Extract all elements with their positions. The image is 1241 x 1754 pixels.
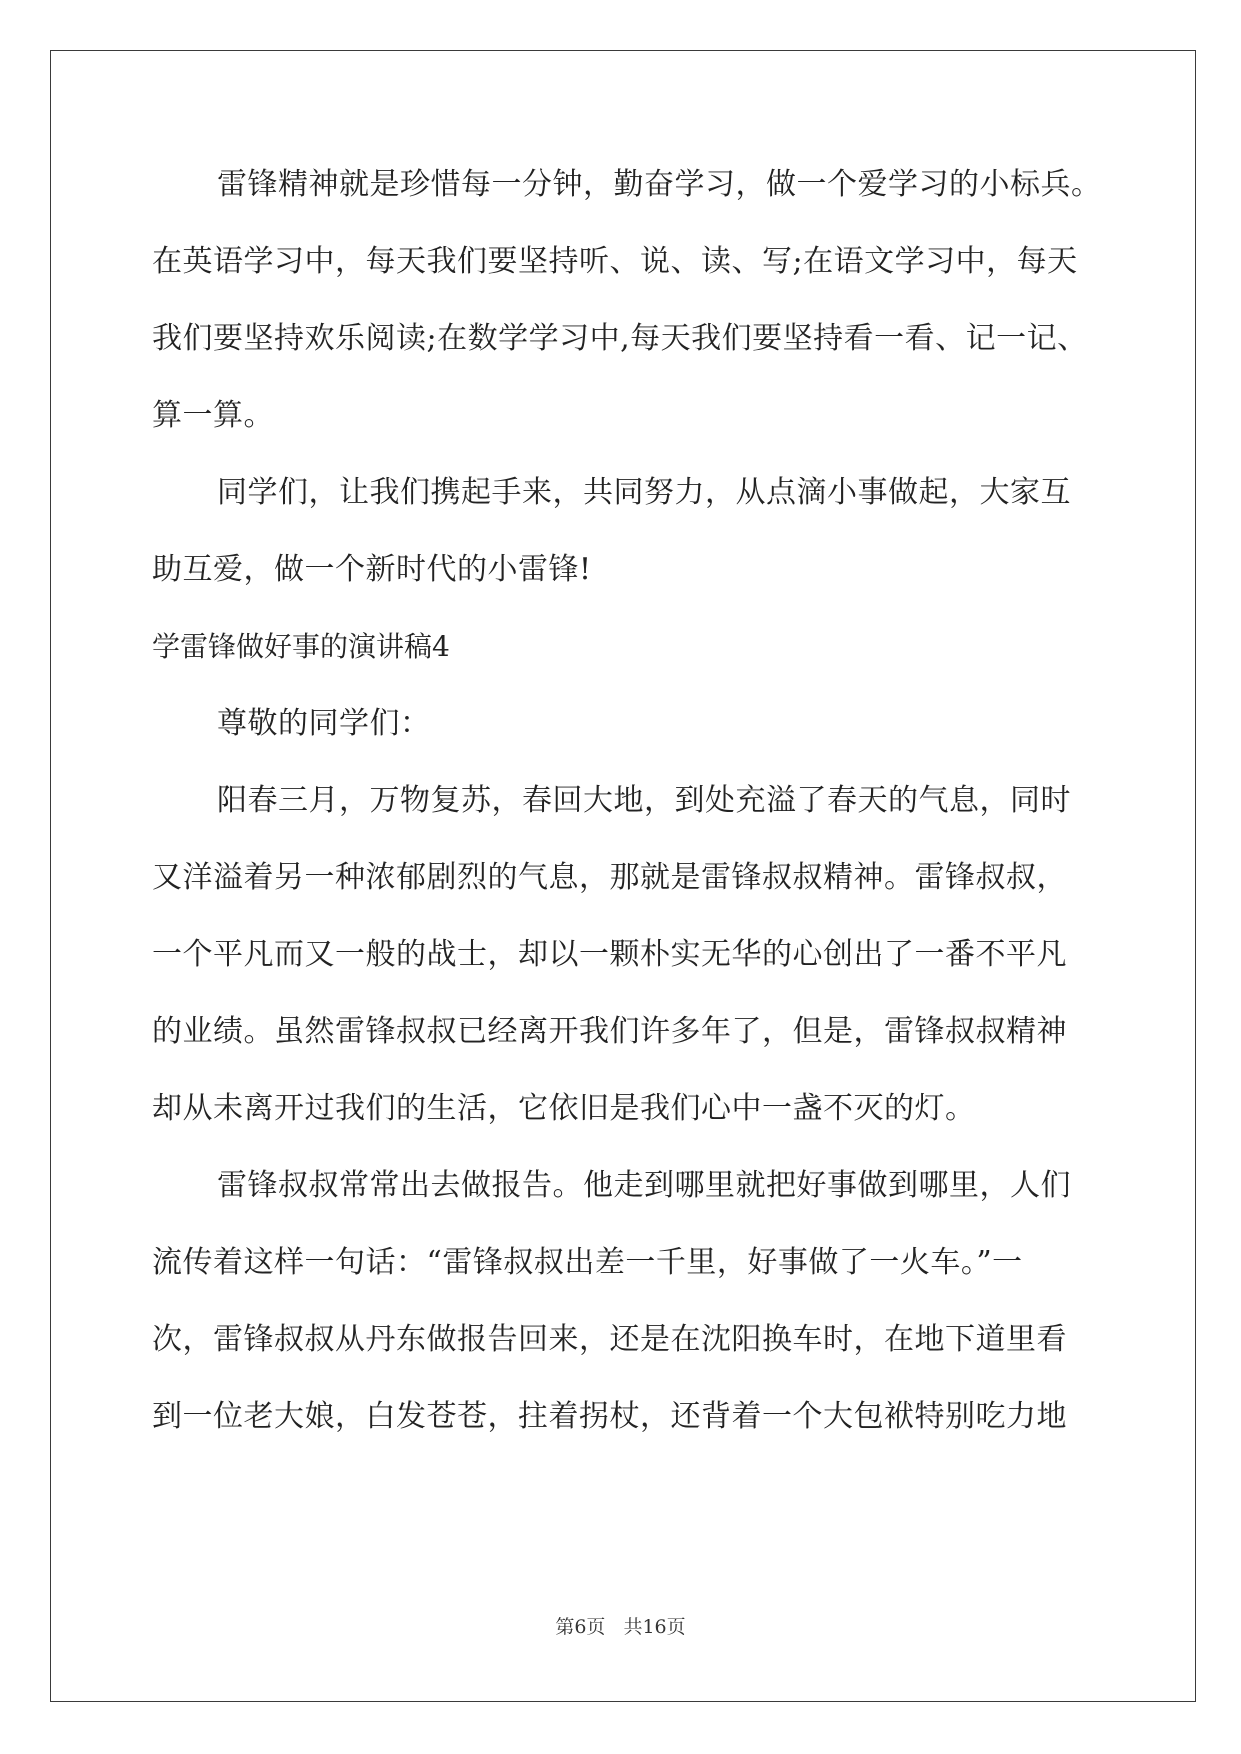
paragraph-line: 同学们，让我们携起手来，共同努力，从点滴小事做起，大家互 <box>217 475 1071 510</box>
paragraph-line: 又洋溢着另一种浓郁剧烈的气息，那就是雷锋叔叔精神。雷锋叔叔， <box>152 860 1067 895</box>
paragraph-line: 阳春三月，万物复苏，春回大地，到处充溢了春天的气息，同时 <box>217 783 1071 818</box>
page-number: 第6页 <box>555 1616 606 1638</box>
page-total: 共16页 <box>623 1616 686 1638</box>
document-body <box>152 146 1102 1455</box>
paragraph-line: 到一位老大娘，白发苍苍，拄着拐杖，还背着一个大包袱特别吃力地 <box>152 1399 1067 1434</box>
paragraph-line: 算一算。 <box>152 398 274 433</box>
paragraph-line: 雷锋叔叔常常出去做报告。他走到哪里就把好事做到哪里，人们 <box>217 1168 1071 1203</box>
paragraph-line: 在英语学习中，每天我们要坚持听、说、读、写;在语文学习中，每天 <box>152 244 1078 279</box>
paragraph-line: 助互爱，做一个新时代的小雷锋! <box>152 552 592 587</box>
paragraph-line: 却从未离开过我们的生活，它依旧是我们心中一盏不灭的灯。 <box>152 1091 976 1126</box>
paragraph-line: 流传着这样一句话：“雷锋叔叔出差一千里，好事做了一火车。”一 <box>152 1245 1023 1280</box>
paragraph-line: 的业绩。虽然雷锋叔叔已经离开我们许多年了，但是，雷锋叔叔精神 <box>152 1014 1067 1049</box>
paragraph-line: 雷锋精神就是珍惜每一分钟，勤奋学习，做一个爱学习的小标兵。 <box>217 167 1102 202</box>
paragraph-line: 我们要坚持欢乐阅读;在数学学习中,每天我们要坚持看一看、记一记、 <box>152 321 1088 356</box>
salutation: 尊敬的同学们： <box>217 706 431 741</box>
page-footer <box>0 1612 1241 1639</box>
paragraph-line: 次，雷锋叔叔从丹东做报告回来，还是在沈阳换车时，在地下道里看 <box>152 1322 1067 1357</box>
paragraph-line: 一个平凡而又一般的战士，却以一颗朴实无华的心创出了一番不平凡 <box>152 937 1067 972</box>
section-heading: 学雷锋做好事的演讲稿4 <box>152 630 450 663</box>
